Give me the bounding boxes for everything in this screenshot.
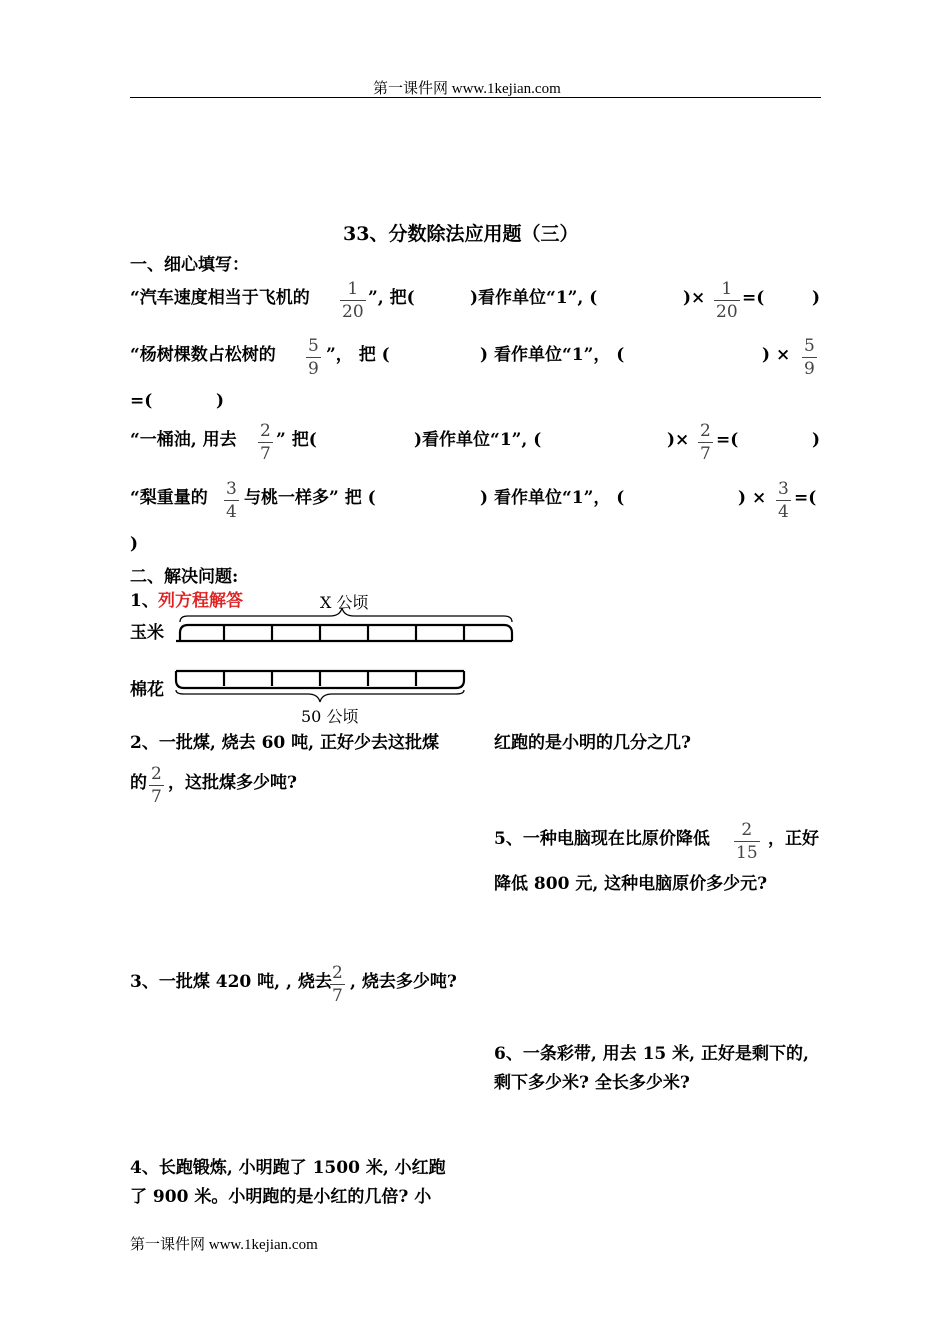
q1-top-label: X 公顷 (320, 593, 369, 612)
q2-pre: 的 (130, 773, 147, 793)
fill-item-1-text-c: )看作单位“1”, ( (470, 288, 598, 308)
frac-num: 2 (151, 764, 162, 784)
frac-den: 7 (151, 787, 162, 807)
fill-item-1-text-a: “汽车速度相当于飞机的 (130, 288, 310, 308)
fill-item-1-text-e: =( (742, 288, 765, 308)
fill-item-2-wrap-b: ) (216, 391, 225, 411)
fill-item-4-text-c: ) 看作单位“1”， ( (480, 488, 625, 508)
section1-heading: 一、细心填写： (130, 255, 249, 275)
frac-den: 9 (308, 359, 319, 379)
frac-den: 7 (260, 444, 271, 464)
frac-den: 20 (342, 302, 364, 322)
fill-item-3-text-f: ) (812, 430, 821, 450)
q4-line2: 了 900 米。小明跑的是小红的几倍? 小 (130, 1187, 432, 1207)
frac-den: 4 (778, 502, 789, 522)
q4-continuation: 红跑的是小明的几分之几? (494, 733, 691, 753)
q1-number: 1、 (130, 591, 159, 611)
section2-heading: 二、解决问题: (130, 567, 239, 587)
fill-item-2-text-b: ”， 把 ( (326, 345, 390, 365)
corn-top-brace (180, 608, 512, 622)
q2-line1: 2、一批煤, 烧去 60 吨, 正好少去这批煤 (130, 733, 439, 753)
frac-den: 7 (700, 444, 711, 464)
q5-line2: 降低 800 元, 这种电脑原价多少元? (494, 874, 768, 894)
fill-item-1-text-f: ) (812, 288, 821, 308)
fill-item-1-text-b: ”, 把( (368, 288, 415, 308)
frac-den: 15 (736, 843, 758, 863)
fill-item-4-text-d: ) × (738, 488, 767, 508)
page-footer: 第一课件网 www.1kejian.com (130, 1237, 318, 1253)
frac-den: 7 (332, 986, 343, 1006)
frac-num: 3 (226, 479, 237, 499)
frac-num: 1 (347, 279, 359, 299)
fill-item-3-text-a: “一桶油, 用去 (130, 430, 237, 450)
fill-item-3-text-e: =( (716, 430, 739, 450)
fraction-2-7-q3 (330, 964, 345, 1006)
fill-item-3-text-c: )看作单位“1”, ( (414, 430, 542, 450)
frac-num: 5 (804, 336, 815, 356)
cotton-bottom-brace (176, 690, 464, 702)
q3-post: , 烧去多少吨? (350, 972, 457, 992)
frac-num: 3 (778, 479, 789, 499)
frac-den: 20 (716, 302, 738, 322)
fill-item-2-text-c: ) 看作单位“1”， ( (480, 345, 625, 365)
q3-pre: 3、一批煤 420 吨, , 烧去 (130, 972, 332, 992)
q5-pre: 5、一种电脑现在比原价降低 (494, 829, 710, 849)
q1-bottom-label: 50 公顷 (301, 707, 359, 726)
q4-line1: 4、长跑锻炼, 小明跑了 1500 米, 小红跑 (130, 1158, 446, 1178)
page-header: 第一课件网 www.1kejian.com (373, 81, 561, 97)
frac-den: 9 (804, 359, 815, 379)
fill-item-3-text-d: )× (667, 430, 690, 450)
fill-item-3-text-b: ” 把( (276, 430, 317, 450)
fill-item-2-text-a: “杨树棵数占松树的 (130, 345, 276, 365)
frac-num: 2 (332, 963, 343, 983)
frac-num: 2 (260, 421, 271, 441)
frac-num: 2 (741, 820, 753, 840)
frac-den: 4 (226, 502, 237, 522)
q1-row-cotton: 棉花 (130, 680, 164, 700)
fill-item-2-text-d: ) × (762, 345, 791, 365)
fill-item-4-text-a: “梨重量的 (130, 488, 208, 508)
q5-post: ，正好 (768, 829, 819, 849)
fraction-2-15 (734, 821, 760, 863)
q6-line2: 剩下多少米? 全长多少米? (494, 1073, 690, 1093)
fill-item-4-text-b: 与桃一样多” 把 ( (244, 488, 376, 508)
fill-item-4-wrap: ) (130, 534, 139, 554)
worksheet-title: 33、分数除法应用题（三） (343, 223, 579, 245)
fill-item-4-text-e: =( (794, 488, 817, 508)
q1-row-corn: 玉米 (130, 623, 164, 643)
fill-item-2-wrap-a: =( (130, 391, 153, 411)
frac-num: 5 (308, 336, 319, 356)
q1-instruction: 列方程解答 (158, 591, 243, 611)
fraction-2-7-q2 (149, 765, 164, 807)
q2-post: ，这批煤多少吨? (168, 773, 297, 793)
q6-line1: 6、一条彩带, 用去 15 米, 正好是剩下的, (494, 1044, 809, 1064)
cotton-bar (176, 671, 464, 688)
fill-item-1-text-d: )× (683, 288, 706, 308)
frac-num: 1 (721, 279, 733, 299)
corn-bar (176, 625, 512, 641)
frac-num: 2 (700, 421, 711, 441)
